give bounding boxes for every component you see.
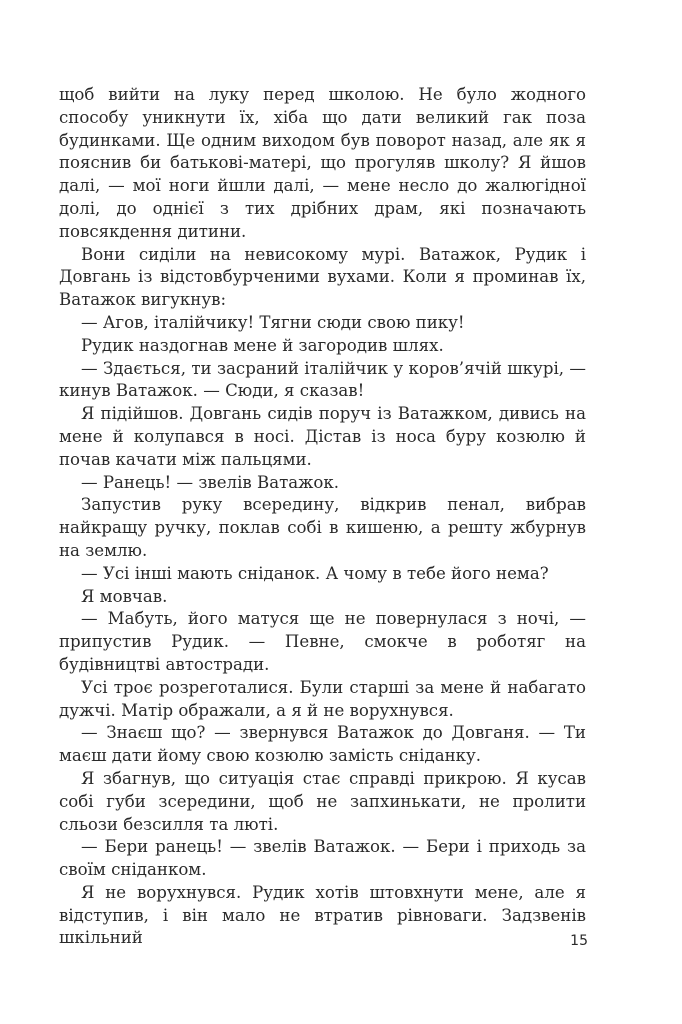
page-number: 15 bbox=[570, 933, 588, 949]
paragraph: Усі троє розреготалися. Були старші за мене й набагато дужчі. Матір ображали, а я й не ворухнувся. bbox=[59, 677, 586, 720]
paragraph: Я не ворухнувся. Рудик хотів штовхнути мене, але я відступив, і він мало не втратив рівноваги. Задзвенів шкільний bbox=[59, 882, 586, 948]
paragraph: Запустив руку всередину, відкрив пенал, вибрав найкращу ручку, поклав собі в кишеню, а решту жбурнув на землю. bbox=[59, 495, 586, 560]
body-text bbox=[59, 84, 586, 950]
paragraph: — Ранець! — звелів Ватажок. bbox=[81, 472, 340, 492]
paragraph: — Усі інші мають сніданок. А чому в тебе його нема? bbox=[81, 563, 549, 583]
paragraph: — Здається, ти засраний італійчик у коров’ячій шкурі, — кинув Ватажок. — Сюди, я сказав! bbox=[59, 358, 586, 401]
paragraph: — Агов, італійчику! Тягни сюди свою пику! bbox=[81, 312, 465, 332]
paragraph: — Бери ранець! — звелів Ватажок. — Бери і приходь за своїм сніданком. bbox=[59, 837, 586, 880]
paragraph: Рудик наздогнав мене й загородив шлях. bbox=[81, 335, 444, 355]
paragraph: — Знаєш що? — звернувся Ватажок до Довганя. — Ти маєш дати йому свою козюлю замість сніданку. bbox=[59, 723, 586, 766]
paragraph: Я збагнув, що ситуація стає справді прикрою. Я кусав собі губи зсередини, щоб не запхинькати, не пролити сльози безсилля та люті. bbox=[59, 768, 586, 834]
paragraph: щоб вийти на луку перед школою. Не було жодного способу уникнути їх, хіба що дати великий гак поза будинками. Ще одним виходом був поворот назад, але як я пояснив би батькові-матері, що прогуляв школу? Я йшов далі, — мої ноги йшли далі, — мене несло до жалюгідної долі, до однієї з тих дрібних драм, які позначають повсякдення дитини. bbox=[59, 85, 586, 241]
paragraph: — Мабуть, його матуся ще не повернулася з ночі, — припустив Рудик. — Певне, смокче в роботяг на будівництві автостради. bbox=[59, 609, 586, 674]
paragraph: Я підійшов. Довгань сидів поруч із Ватажком, дивись на мене й колупався в носі. Дістав із носа буру козюлю й почав качати між пальцями. bbox=[59, 404, 586, 469]
paragraph: Вони сиділи на невисокому мурі. Ватажок, Рудик і Довгань із відстовбурченими вухами. Коли я проминав їх, Ватажок вигукнув: bbox=[59, 244, 586, 310]
paragraph: Я мовчав. bbox=[81, 586, 168, 606]
